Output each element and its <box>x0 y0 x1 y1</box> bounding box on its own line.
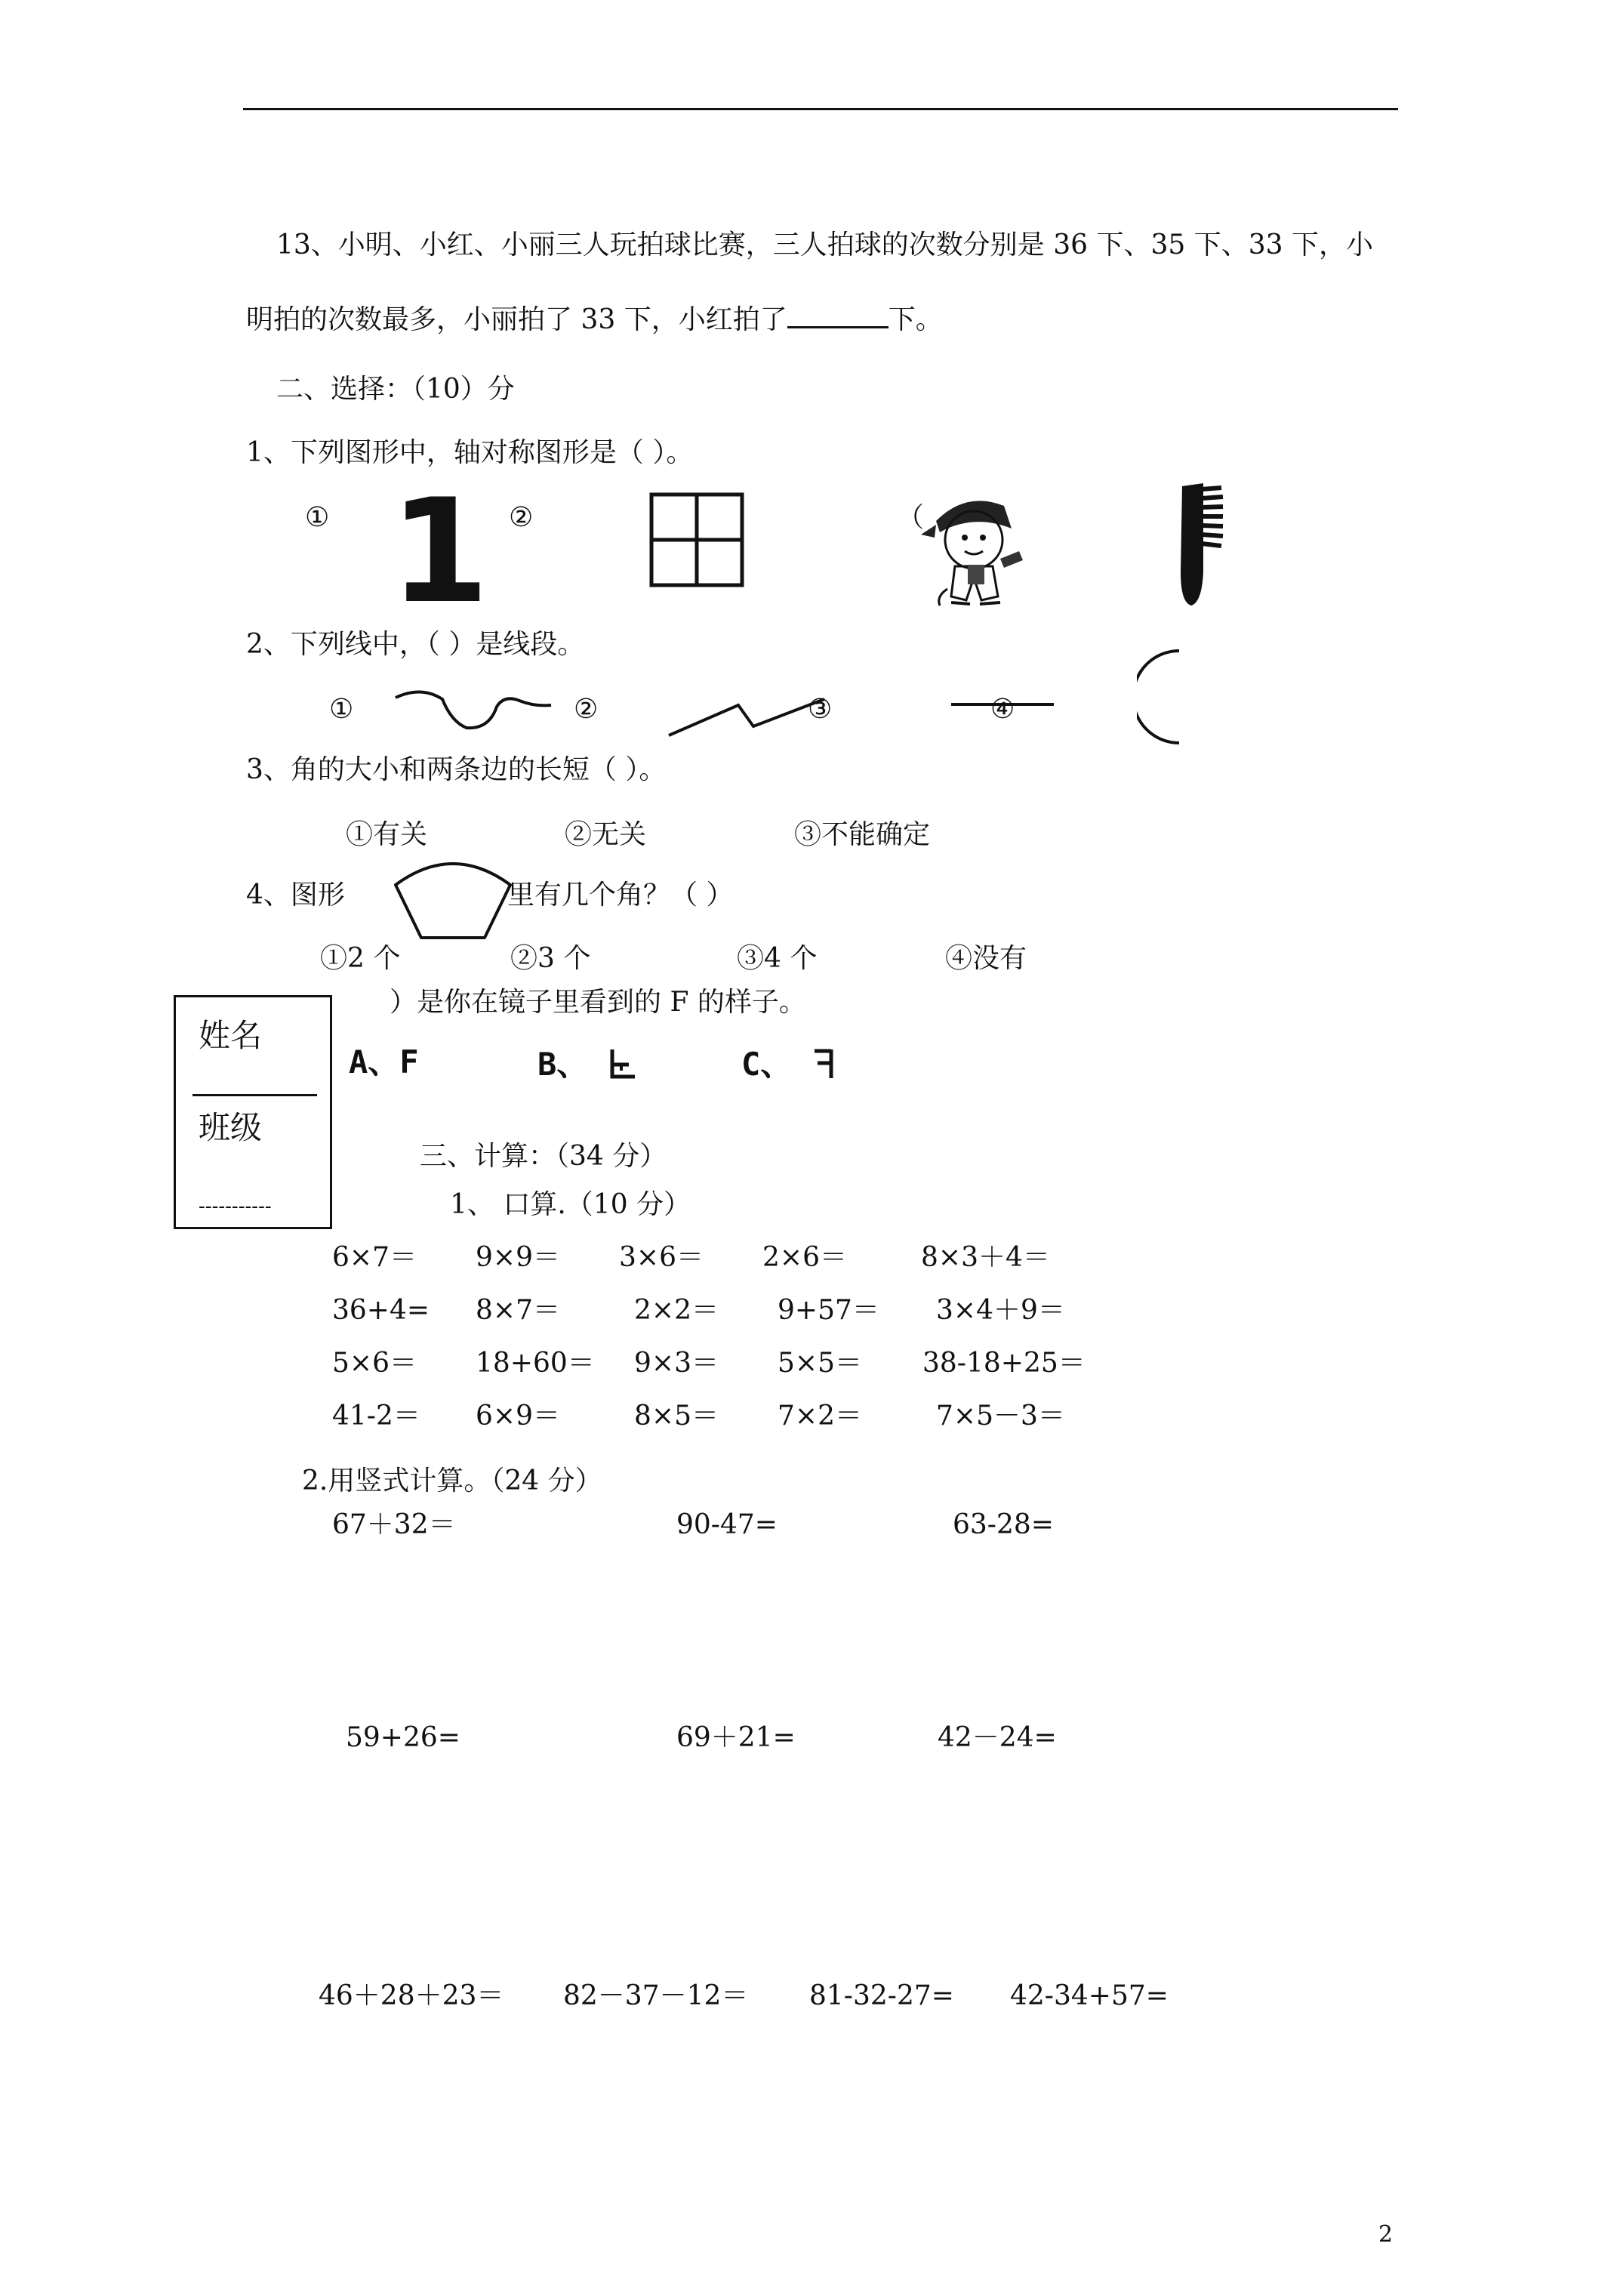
q5-option-c-label: C、 <box>741 1046 793 1083</box>
oral-item: 7×5－3＝ <box>936 1401 1065 1432</box>
oral-item: 8×7＝ <box>476 1295 560 1326</box>
vertical-item: 81-32-27= <box>809 1980 954 2011</box>
oral-item: 9×3＝ <box>634 1348 719 1379</box>
oral-item: 6×9＝ <box>476 1401 560 1432</box>
section3-title: 三、计算：（34 分） <box>420 1141 667 1172</box>
oral-item: 6×7＝ <box>332 1242 417 1273</box>
vertical-item: 42－24= <box>938 1722 1057 1753</box>
q3-text: 3、角的大小和两条边的长短（ ）。 <box>246 754 667 785</box>
q2-option-3: ③ <box>808 694 833 725</box>
q1-figure-comb-icon <box>1169 482 1227 609</box>
vertical-calc-heading: 2.用竖式计算。（24 分） <box>302 1465 602 1496</box>
page-number: 2 <box>1378 2221 1394 2248</box>
q2-option-1: ① <box>329 694 354 725</box>
q2-option-4: ④ <box>990 694 1015 725</box>
q5-option-c <box>741 1046 836 1083</box>
vertical-item: 59+26= <box>346 1722 460 1753</box>
q1-figure-grid-square <box>649 492 744 587</box>
name-label: 姓名 <box>199 1017 263 1054</box>
q2-figure-polyline <box>664 692 829 740</box>
q3-option-1: ①有关 <box>346 819 428 850</box>
oral-item: 18+60＝ <box>476 1348 595 1379</box>
q2-text: 2、下列线中，（ ）是线段。 <box>246 629 585 660</box>
q1-figure-digit-one: 1 <box>390 468 490 635</box>
q13-line2-tail: 下。 <box>888 304 943 335</box>
q2-figure-arc <box>1137 648 1182 746</box>
oral-item: 41-2＝ <box>332 1401 420 1432</box>
q2-option-2: ② <box>574 694 599 725</box>
oral-item: 2×2＝ <box>634 1295 719 1326</box>
oral-item: 7×2＝ <box>778 1401 862 1432</box>
q13-line2 <box>246 304 943 334</box>
q4-option-1: ①2 个 <box>320 943 401 974</box>
name-field-line[interactable] <box>192 1094 317 1096</box>
q13-line1: 13、小明、小红、小丽三人玩拍球比赛，三人拍球的次数分别是 36 下、35 下、33 下，小 <box>276 230 1374 260</box>
class-field-dashes[interactable]: ----------- <box>199 1195 272 1218</box>
header-rule <box>243 108 1398 110</box>
q4-figure-fan-shape <box>391 859 515 941</box>
oral-item: 5×6＝ <box>332 1348 417 1379</box>
vertical-item: 82－37－12＝ <box>563 1980 749 2011</box>
oral-item: 2×6＝ <box>762 1242 847 1273</box>
q13-line2-text: 明拍的次数最多，小丽拍了 33 下，小红拍了 <box>246 304 787 335</box>
q5-figure-f-upside-down <box>608 1046 638 1080</box>
oral-calc-heading: 1、 口算.（10 分） <box>450 1189 691 1220</box>
q1-option-1: ① <box>305 502 330 533</box>
q5-option-a: A、F <box>349 1043 419 1080</box>
q1-text: 1、下列图形中，轴对称图形是（ ）。 <box>246 437 694 468</box>
oral-item: 3×6＝ <box>619 1242 704 1273</box>
vertical-item: 90-47= <box>676 1509 778 1540</box>
class-label: 班级 <box>199 1109 263 1146</box>
q4-option-4: ④没有 <box>945 943 1027 974</box>
oral-item: 9+57＝ <box>778 1295 879 1326</box>
q2-figure-curve <box>391 684 556 734</box>
vertical-item: 46＋28＋23＝ <box>319 1980 504 2011</box>
q5-option-b <box>537 1046 638 1083</box>
q3-option-3: ③不能确定 <box>794 819 931 850</box>
q1-option-2: ② <box>509 502 534 533</box>
oral-item: 8×3＋4＝ <box>921 1242 1050 1273</box>
q4-option-3: ③4 个 <box>737 943 818 974</box>
vertical-item: 63-28= <box>953 1509 1054 1540</box>
section2-title: 二、选择：（10）分 <box>276 374 515 405</box>
q5-text: ）是你在镜子里看到的 F 的样子。 <box>390 987 806 1018</box>
oral-item: 5×5＝ <box>778 1348 862 1379</box>
q4-option-2: ②3 个 <box>510 943 591 974</box>
oral-item: 3×4＋9＝ <box>936 1295 1065 1326</box>
oral-item: 38-18+25＝ <box>922 1348 1086 1379</box>
oral-item: 8×5＝ <box>634 1401 719 1432</box>
vertical-item: 69＋21= <box>676 1722 796 1753</box>
q1-option-3-paren: （ <box>897 502 925 533</box>
q3-option-2: ②无关 <box>565 819 647 850</box>
student-info-box <box>174 995 332 1229</box>
q4-text-a: 4、图形 <box>246 880 345 911</box>
oral-item: 9×9＝ <box>476 1242 560 1273</box>
vertical-item: 67＋32＝ <box>332 1509 456 1540</box>
oral-item: 36+4= <box>332 1295 430 1326</box>
q5-figure-f-mirrored <box>812 1046 836 1080</box>
q4-text-b: 里有几个角？（ ） <box>507 880 734 911</box>
q5-option-b-label: B、 <box>537 1046 589 1083</box>
q13-answer-blank <box>787 304 888 328</box>
vertical-item: 42-34+57= <box>1010 1980 1169 2011</box>
q1-figure-cartoon-boy-icon <box>906 476 1042 612</box>
